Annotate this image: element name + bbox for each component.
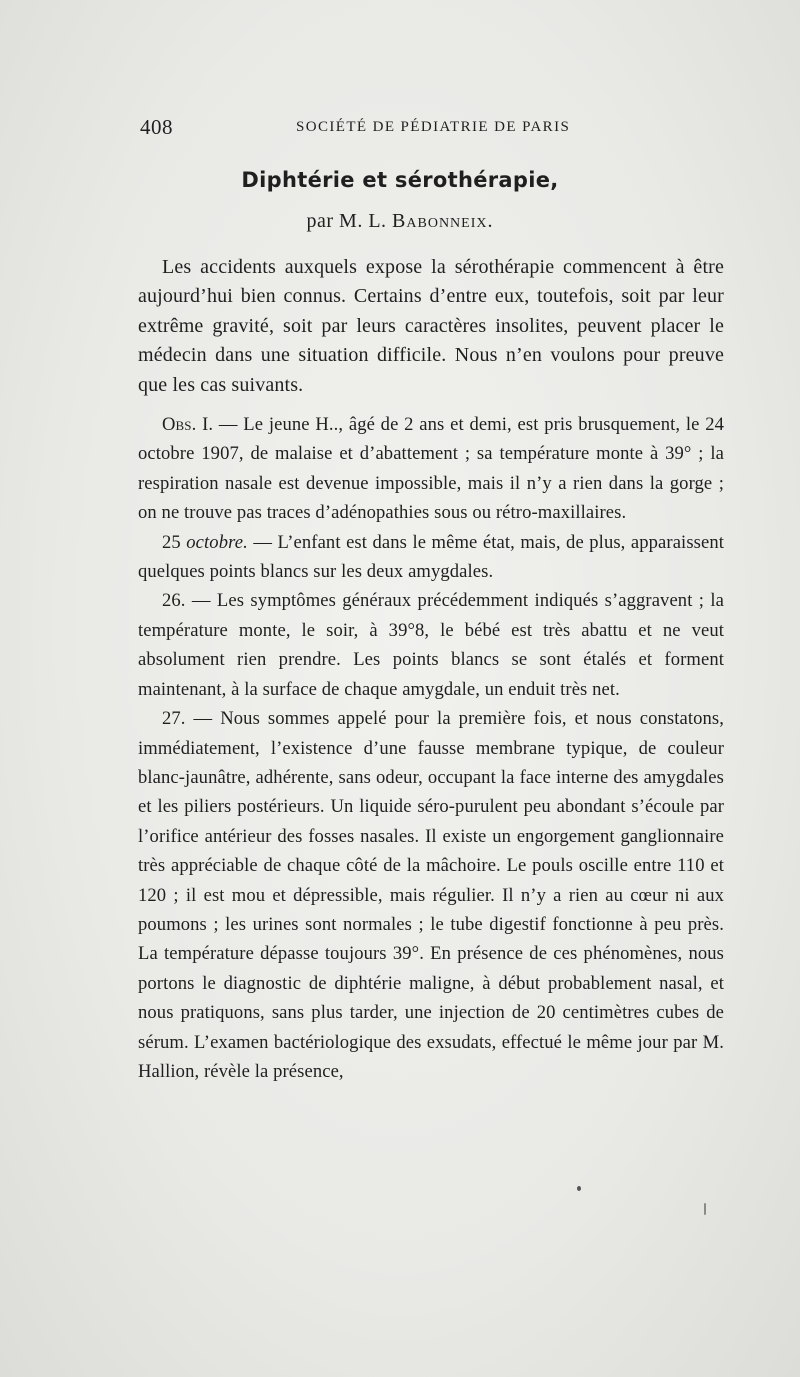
observation-label: Obs. I. <box>162 414 214 436</box>
article-body <box>138 253 724 1086</box>
day-27-paragraph: 27. — Nous sommes appelé pour la première fois, et nous constatons, immédiatement, l’existence d’une fausse membrane typique, de couleur blanc-jaunâtre, adhérente, sans odeur, occupant la face interne des amygdales et les piliers postérieurs. Un liquide séro-purulent peu abondant s’écoule par l’orifice antérieur des fosses nasales. Il existe un engorgement ganglionnaire très appréciable de chaque côté de la mâchoire. Le pouls oscille entre 110 et 120 ; il est mou et dépressible, mais régulier. Il n’y a rien au cœur ni aux poumons ; les urines sont normales ; le tube digestif fonctionne à peu près. La température dépasse toujours 39°. En présence de ces phénomènes, nous portons le diagnostic de diphtérie maligne, à début probablement nasal, et nous pratiquons, sans plus tarder, une injection de 20 centimètres cubes de sérum. L’examen bactériologique des exsudats, effectué le même jour par M. Hallion, révèle la présence, <box>138 708 724 1082</box>
day-25-label: 25 <box>162 531 187 553</box>
page-number: 408 <box>140 115 173 139</box>
day-26-paragraph: 26. — Les symptômes généraux précédemment indiqués s’aggravent ; la température monte, le soir, à 39°8, le bébé est très abattu et ne veut absolument rien prendre. Les points blancs se sont étalés et forment maintenant, à la surface de chaque amygdale, un enduit très net. <box>138 590 724 700</box>
day-25-month: octobre. <box>186 531 248 553</box>
observation-paragraph <box>138 410 724 528</box>
ink-speck <box>704 1203 706 1215</box>
observation-text: — Le jeune H.., âgé de 2 ans et demi, est pris brusquement, le 24 octobre 1907, de malaise et d’abattement ; sa température monte à 39° ; la respiration nasale est devenue impossible, mais il n’y a rien dans la gorge ; on ne trouve pas traces d’adénopathies sous ou rétro-maxillaires. <box>138 414 724 524</box>
day-25-text: — L’enfant est dans le même état, mais, de plus, apparaissent quelques points blancs sur les deux amygdales. <box>138 531 725 583</box>
byline <box>0 210 800 233</box>
running-header <box>140 115 722 141</box>
byline-prefix: par M. L. <box>306 210 393 232</box>
article-title: Diphtérie et sérothérapie, <box>241 168 559 192</box>
intro-paragraph: Les accidents auxquels expose la sérothérapie commencent à être aujourd’hui bien connus. Certains d’entre eux, toutefois, soit par leur extrême gravité, soit par leurs caractères insolites, peuvent placer le médecin dans une situation difficile. Nous n’en voulons pour preuve que les cas suivants. <box>138 256 724 396</box>
day-25-paragraph <box>138 528 724 587</box>
ink-speck <box>577 1186 581 1191</box>
running-title: SOCIÉTÉ DE PÉDIATRIE DE PARIS <box>296 119 571 135</box>
byline-author: Babonneix. <box>392 210 494 232</box>
